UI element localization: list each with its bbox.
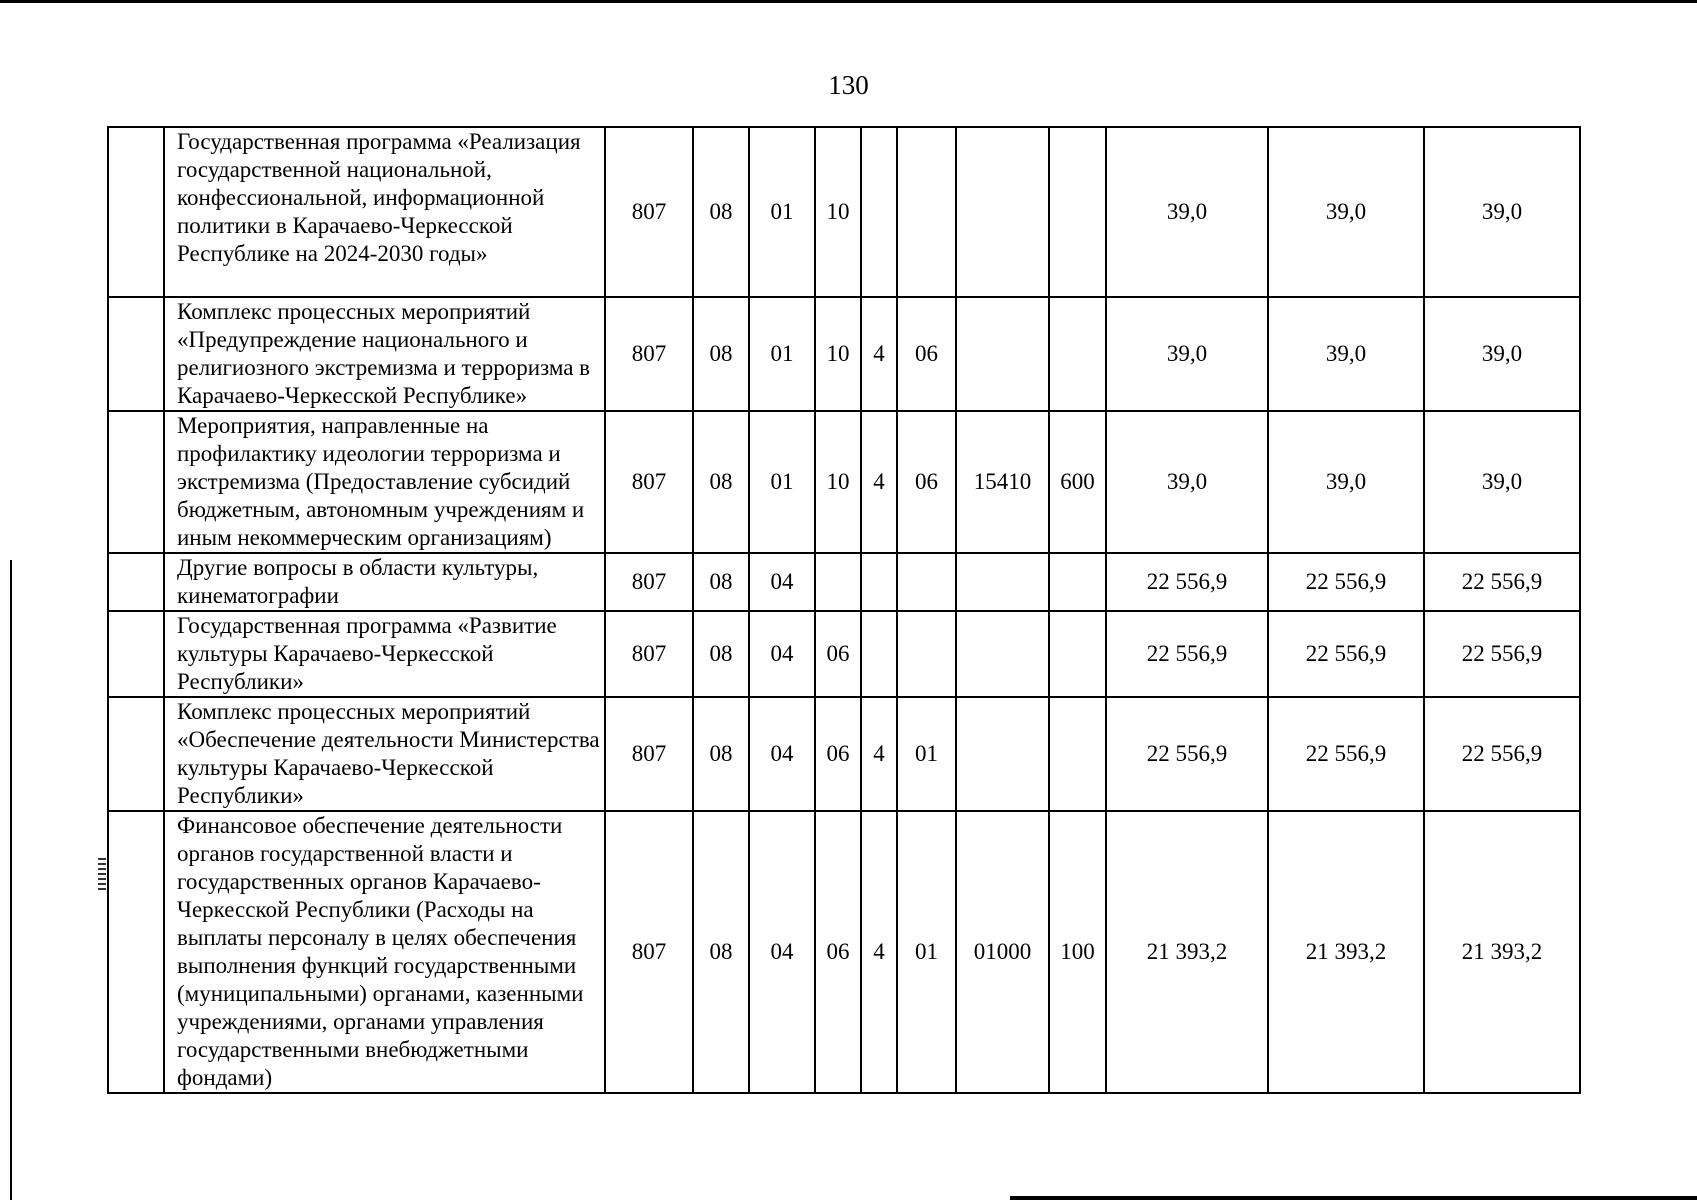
code-subprogram: 01 <box>897 811 956 1093</box>
code-subsection: 01 <box>749 411 815 553</box>
amount-year-3: 22 556,9 <box>1424 697 1580 811</box>
code-direction <box>956 127 1049 297</box>
amount-year-2: 39,0 <box>1268 127 1424 297</box>
index-cell <box>108 127 164 297</box>
code-program <box>815 553 861 611</box>
code-direction <box>956 553 1049 611</box>
code-subprogram: 06 <box>897 297 956 411</box>
amount-year-1: 22 556,9 <box>1106 697 1268 811</box>
table-row <box>108 411 1580 553</box>
row-name: Комплекс процессных мероприятий «Обеспечение деятельности Министерства культуры Карачаево-Черкесской Республики» <box>164 697 605 811</box>
scan-left-edge <box>10 560 12 1200</box>
table-row <box>108 611 1580 697</box>
amount-year-3: 39,0 <box>1424 127 1580 297</box>
code-ministry: 807 <box>605 611 693 697</box>
index-cell <box>108 611 164 697</box>
code-program: 10 <box>815 297 861 411</box>
code-expense-type <box>1049 297 1106 411</box>
code-subsection: 04 <box>749 553 815 611</box>
margin-mark <box>98 858 106 892</box>
code-expense-type <box>1049 697 1106 811</box>
code-subprogram <box>897 611 956 697</box>
code-section: 08 <box>693 127 749 297</box>
scan-top-edge <box>0 0 1697 3</box>
row-name: Государственная программа «Реализация государственной национальной, конфессиональной, информационной политики в Карачаево-Черкесской Республике на 2024-2030 годы» <box>164 127 605 297</box>
amount-year-3: 22 556,9 <box>1424 553 1580 611</box>
amount-year-2: 22 556,9 <box>1268 697 1424 811</box>
code-subsection: 01 <box>749 297 815 411</box>
table-row <box>108 127 1580 297</box>
table-row <box>108 297 1580 411</box>
code-type: 4 <box>861 697 897 811</box>
code-section: 08 <box>693 297 749 411</box>
code-expense-type <box>1049 611 1106 697</box>
code-subsection: 04 <box>749 697 815 811</box>
row-name: Финансовое обеспечение деятельности органов государственной власти и государственных органов Карачаево-Черкесской Республики (Расходы на выплаты персоналу в целях обеспечения выполнения функций государственными (муниципальными) органами, казенными учреждениями, органами управления государственными внебюджетными фондами) <box>164 811 605 1093</box>
code-ministry: 807 <box>605 811 693 1093</box>
code-expense-type: 100 <box>1049 811 1106 1093</box>
amount-year-3: 21 393,2 <box>1424 811 1580 1093</box>
code-subprogram: 06 <box>897 411 956 553</box>
amount-year-2: 22 556,9 <box>1268 611 1424 697</box>
amount-year-3: 39,0 <box>1424 297 1580 411</box>
row-name: Другие вопросы в области культуры, кинематографии <box>164 553 605 611</box>
index-cell <box>108 697 164 811</box>
amount-year-2: 39,0 <box>1268 411 1424 553</box>
code-program: 10 <box>815 411 861 553</box>
code-type: 4 <box>861 297 897 411</box>
code-program: 06 <box>815 697 861 811</box>
code-ministry: 807 <box>605 553 693 611</box>
code-subprogram <box>897 127 956 297</box>
amount-year-2: 39,0 <box>1268 297 1424 411</box>
code-program: 10 <box>815 127 861 297</box>
code-program: 06 <box>815 811 861 1093</box>
code-type <box>861 611 897 697</box>
table-row <box>108 697 1580 811</box>
code-expense-type: 600 <box>1049 411 1106 553</box>
row-name: Мероприятия, направленные на профилактику идеологии терроризма и экстремизма (Предоставление субсидий бюджетным, автономным учреждениям и иным некоммерческим организациям) <box>164 411 605 553</box>
code-program: 06 <box>815 611 861 697</box>
row-name: Государственная программа «Развитие культуры Карачаево-Черкесской Республики» <box>164 611 605 697</box>
index-cell <box>108 811 164 1093</box>
code-section: 08 <box>693 553 749 611</box>
code-section: 08 <box>693 611 749 697</box>
code-subprogram <box>897 553 956 611</box>
amount-year-1: 39,0 <box>1106 411 1268 553</box>
index-cell <box>108 553 164 611</box>
code-ministry: 807 <box>605 411 693 553</box>
code-subsection: 01 <box>749 127 815 297</box>
table-row <box>108 553 1580 611</box>
amount-year-1: 21 393,2 <box>1106 811 1268 1093</box>
code-subsection: 04 <box>749 611 815 697</box>
code-direction <box>956 697 1049 811</box>
code-ministry: 807 <box>605 697 693 811</box>
amount-year-1: 22 556,9 <box>1106 611 1268 697</box>
code-direction <box>956 611 1049 697</box>
code-direction <box>956 297 1049 411</box>
amount-year-1: 22 556,9 <box>1106 553 1268 611</box>
code-type: 4 <box>861 411 897 553</box>
page-number: 130 <box>828 70 869 100</box>
code-type: 4 <box>861 811 897 1093</box>
code-ministry: 807 <box>605 127 693 297</box>
row-name: Комплекс процессных мероприятий «Предупреждение национального и религиозного экстремизма и терроризма в Карачаево-Черкесской Республике» <box>164 297 605 411</box>
amount-year-2: 22 556,9 <box>1268 553 1424 611</box>
code-section: 08 <box>693 697 749 811</box>
amount-year-3: 39,0 <box>1424 411 1580 553</box>
code-expense-type <box>1049 127 1106 297</box>
amount-year-1: 39,0 <box>1106 127 1268 297</box>
index-cell <box>108 297 164 411</box>
code-subsection: 04 <box>749 811 815 1093</box>
code-subprogram: 01 <box>897 697 956 811</box>
table-row <box>108 811 1580 1093</box>
amount-year-3: 22 556,9 <box>1424 611 1580 697</box>
code-type <box>861 553 897 611</box>
amount-year-1: 39,0 <box>1106 297 1268 411</box>
scan-bottom-edge <box>1010 1196 1697 1200</box>
code-section: 08 <box>693 811 749 1093</box>
code-direction: 15410 <box>956 411 1049 553</box>
code-direction: 01000 <box>956 811 1049 1093</box>
code-ministry: 807 <box>605 297 693 411</box>
code-type <box>861 127 897 297</box>
amount-year-2: 21 393,2 <box>1268 811 1424 1093</box>
code-expense-type <box>1049 553 1106 611</box>
code-section: 08 <box>693 411 749 553</box>
index-cell <box>108 411 164 553</box>
budget-table <box>107 126 1581 1094</box>
